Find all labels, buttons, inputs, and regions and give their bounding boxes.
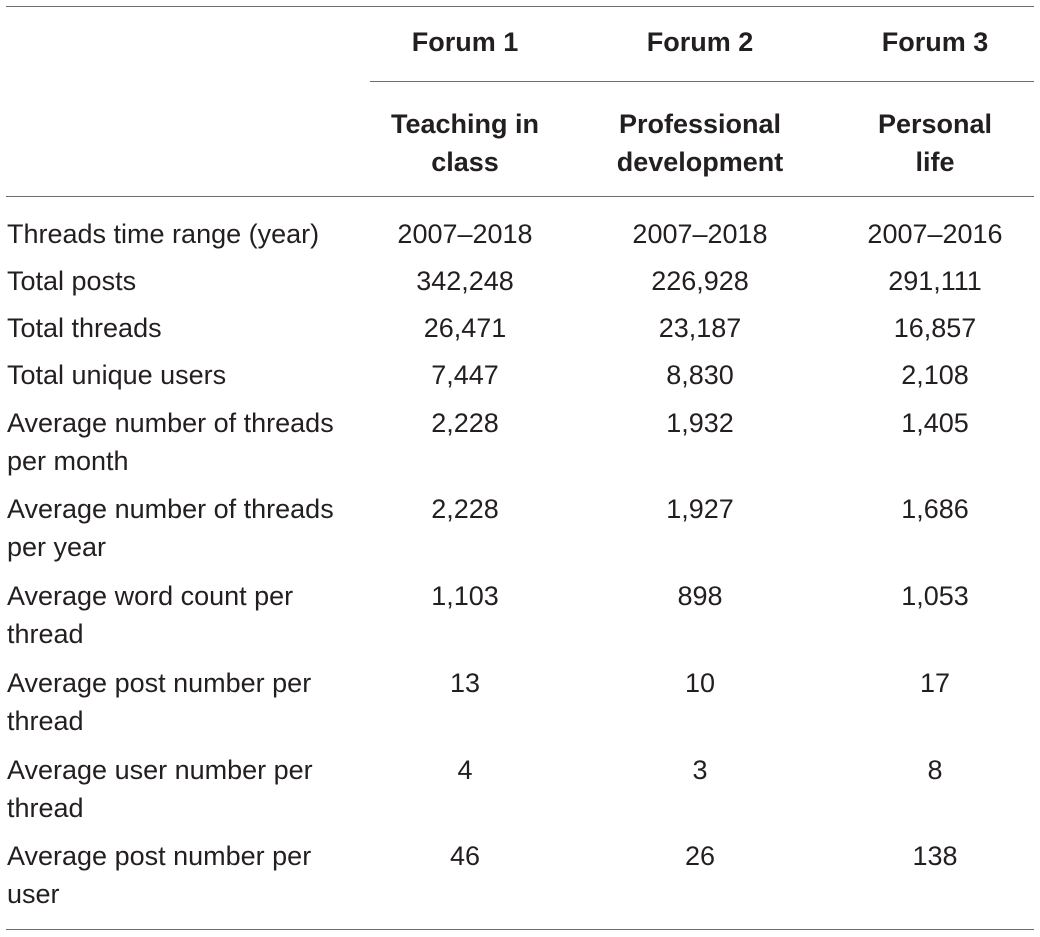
table-bottom-rule (6, 929, 1034, 930)
row-6-label-line-1: Average word count per (7, 581, 294, 611)
header-topic-1-line-2: class (431, 147, 499, 177)
row-7-forum-2: 10 (684, 668, 716, 698)
row-6-forum-1: 1,103 (431, 581, 499, 611)
header-topic-3 (825, 105, 1040, 181)
header-bottom-rule (6, 196, 1034, 197)
row-5-forum-1: 2,228 (431, 494, 499, 524)
header-topic-2-line-1: Professional (618, 109, 782, 139)
row-label-user-number-per-thread (7, 751, 357, 827)
row-label-threads-per-year (7, 490, 357, 566)
row-label-post-number-per-user (7, 837, 357, 913)
row-1-forum-2: 226,928 (651, 266, 749, 296)
row-label-time-range: Threads time range (year) (7, 219, 320, 249)
row-8-forum-1: 4 (457, 755, 473, 785)
row-label-word-count (7, 577, 357, 653)
row-label-threads-per-month (7, 404, 357, 480)
header-forum-2: Forum 2 (646, 27, 754, 57)
row-4-forum-2: 1,932 (666, 408, 734, 438)
row-8-label-line-1: Average user number per (7, 755, 313, 785)
row-5-forum-3: 1,686 (901, 494, 969, 524)
forum-header-rule (370, 81, 1034, 82)
row-7-forum-1: 13 (449, 668, 481, 698)
row-3-forum-2: 8,830 (666, 360, 734, 390)
row-label-unique-users: Total unique users (7, 360, 227, 390)
row-4-forum-1: 2,228 (431, 408, 499, 438)
header-forum-1: Forum 1 (411, 27, 519, 57)
row-1-forum-3: 291,111 (888, 266, 982, 296)
row-4-forum-3: 1,405 (901, 408, 969, 438)
row-1-forum-1: 342,248 (416, 266, 514, 296)
row-7-label-line-2: thread (7, 706, 84, 736)
row-9-forum-3: 138 (912, 841, 958, 871)
row-2-forum-2: 23,187 (658, 313, 742, 343)
row-8-forum-2: 3 (692, 755, 708, 785)
header-topic-2 (590, 105, 810, 181)
row-label-post-number-per-thread (7, 664, 357, 740)
row-8-forum-3: 8 (927, 755, 943, 785)
row-6-forum-2: 898 (677, 581, 723, 611)
row-label-total-posts: Total posts (7, 266, 137, 296)
row-0-forum-2: 2007–2018 (632, 219, 768, 249)
header-topic-3-line-2: life (915, 147, 955, 177)
row-7-forum-3: 17 (919, 668, 951, 698)
row-6-forum-3: 1,053 (901, 581, 969, 611)
row-3-forum-1: 7,447 (431, 360, 499, 390)
row-2-forum-1: 26,471 (423, 313, 507, 343)
row-5-forum-2: 1,927 (666, 494, 734, 524)
row-2-forum-3: 16,857 (893, 313, 977, 343)
table-top-rule (6, 6, 1034, 7)
header-topic-3-line-1: Personal (877, 109, 993, 139)
row-8-label-line-2: thread (7, 793, 84, 823)
row-5-label-line-2: per year (7, 532, 107, 562)
row-label-total-threads: Total threads (7, 313, 162, 343)
row-4-label-line-1: Average number of threads (7, 408, 334, 438)
row-9-label-line-1: Average post number per (7, 841, 312, 871)
row-6-label-line-2: thread (7, 619, 84, 649)
header-topic-2-line-2: development (616, 147, 784, 177)
header-forum-3: Forum 3 (881, 27, 989, 57)
row-9-forum-1: 46 (449, 841, 481, 871)
row-9-label-line-2: user (7, 879, 60, 909)
header-topic-1-line-1: Teaching in (390, 109, 539, 139)
row-0-forum-1: 2007–2018 (397, 219, 533, 249)
row-3-forum-3: 2,108 (901, 360, 969, 390)
row-0-forum-3: 2007–2016 (867, 219, 1003, 249)
row-7-label-line-1: Average post number per (7, 668, 312, 698)
row-5-label-line-1: Average number of threads (7, 494, 334, 524)
row-4-label-line-2: per month (7, 446, 129, 476)
header-topic-1 (355, 105, 575, 181)
row-9-forum-2: 26 (684, 841, 716, 871)
